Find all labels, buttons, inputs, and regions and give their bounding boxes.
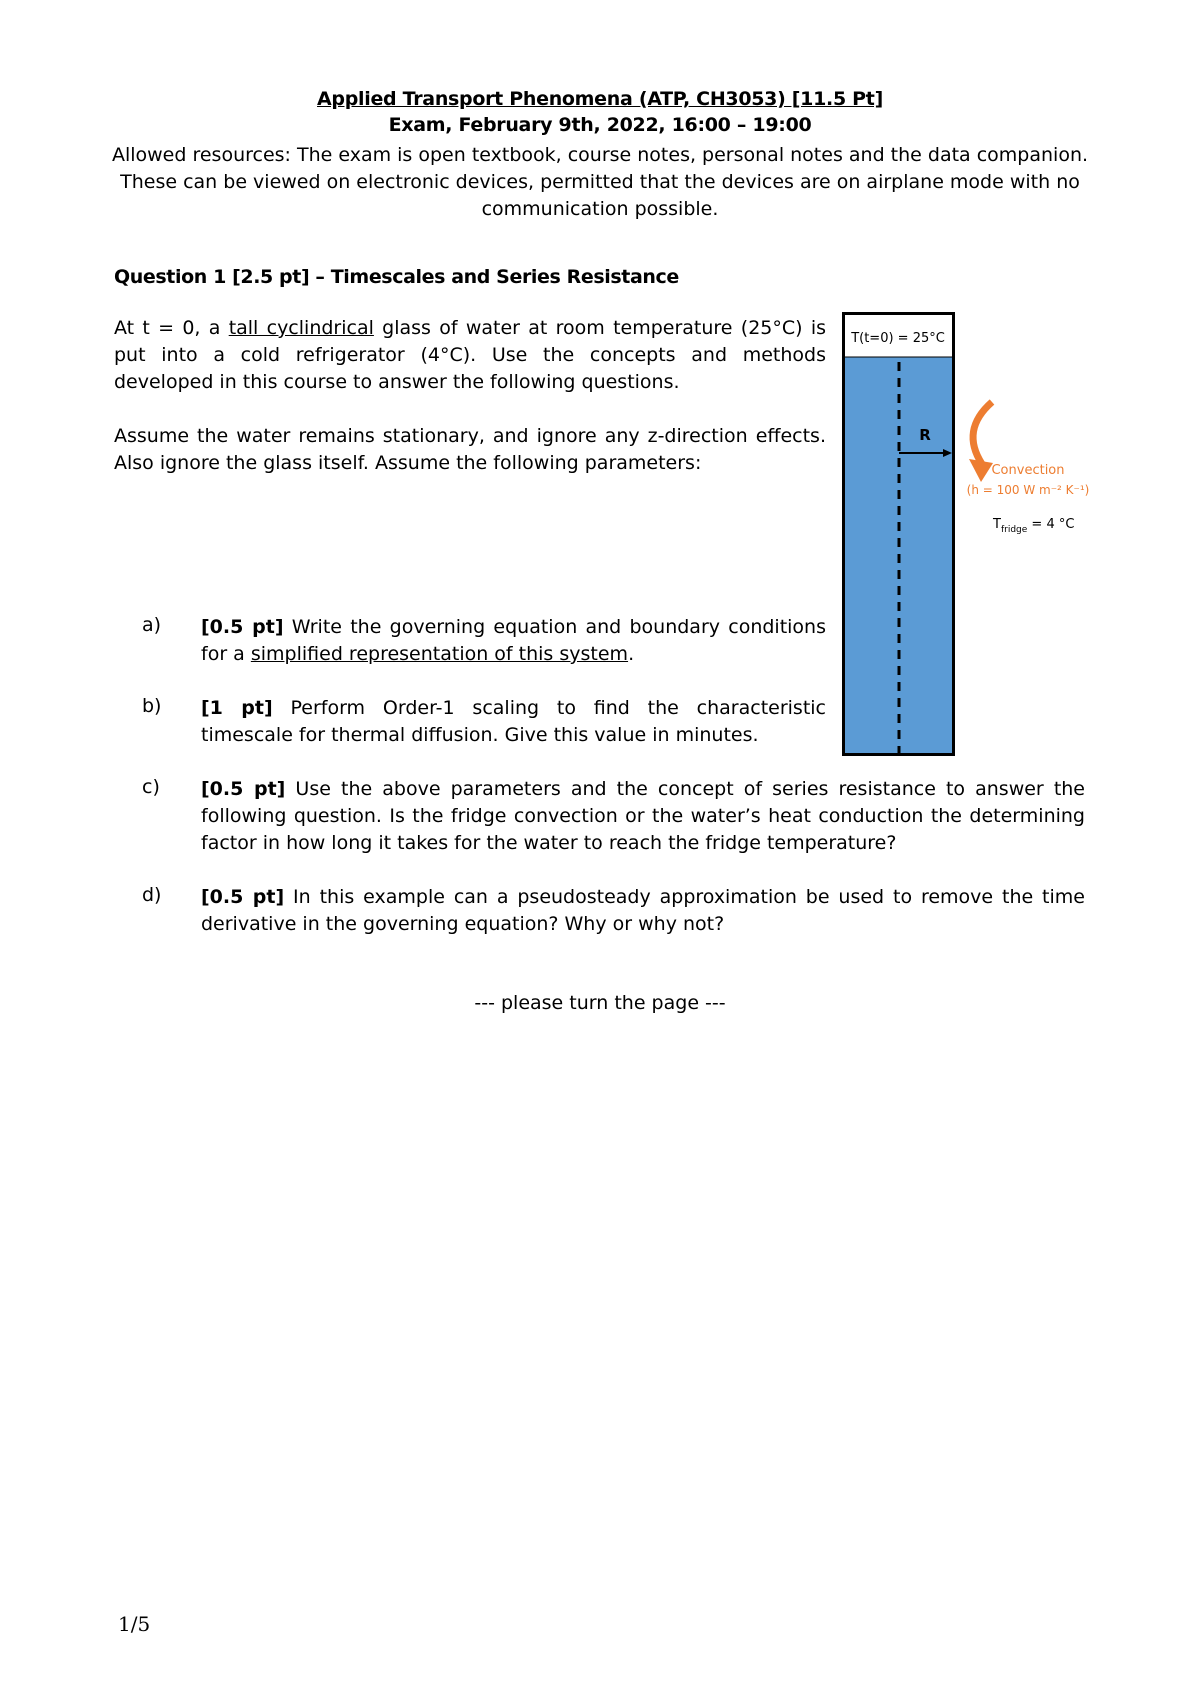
allowed-resources: Allowed resources: The exam is open textbook, course notes, personal notes and the data companion. These can be viewed on electronic devices, permitted that the devices are on airplane mode with no communication possible.	[111, 144, 1089, 220]
heat-transfer-coefficient-label: (h = 100 W m⁻² K⁻¹)	[966, 483, 1090, 497]
fridge-temp-label: $T_{fridge} = 4$ °C	[993, 517, 1075, 535]
convection-label: Convection	[991, 463, 1065, 478]
question-1-assumptions: Assume the water remains stationary, and ignore any z-direction effects. Also ignore the glass itself. Assume the following parameters:	[114, 425, 826, 474]
item-b-label: b)	[142, 695, 162, 717]
item-a-label: a)	[142, 614, 162, 636]
turn-page-note: --- please turn the page ---	[474, 992, 726, 1014]
item-a-text: [0.5 pt] Write the governing equation and boundary conditions for a simplified representation of this system.	[201, 616, 826, 665]
item-c-label: c)	[142, 776, 160, 798]
tall-cylindrical-underline: tall cyclindrical	[228, 317, 374, 339]
initial-temp-label: T(t=0) = 25°C	[851, 331, 945, 346]
radius-label: R	[919, 426, 931, 444]
exam-date: Exam, February 9th, 2022, 16:00 – 19:00	[388, 114, 812, 136]
item-c-text: [0.5 pt] Use the above parameters and the concept of series resistance to answer the following question. Is the fridge convection or the water’s heat conduction the determining factor in how long it takes for the water to reach the fridge temperature?	[201, 778, 1085, 854]
item-d-label: d)	[142, 884, 162, 906]
item-d-text: [0.5 pt] In this example can a pseudosteady approximation be used to remove the time derivative in the governing equation? Why or why not?	[201, 886, 1085, 935]
question-1-heading: Question 1 [2.5 pt] – Timescales and Series Resistance	[114, 266, 679, 288]
page-number: 1/5	[118, 1612, 151, 1636]
glass-diagram	[842, 312, 1104, 760]
convection-arrowhead	[969, 459, 993, 482]
item-b-text: [1 pt] Perform Order-1 scaling to find the characteristic timescale for thermal diffusion. Give this value in minutes.	[201, 697, 827, 746]
question-1-intro: At t = 0, a tall cyclindrical glass of water at room temperature (25°C) is put into a cold refrigerator (4°C). Use the concepts and methods developed in this course to answer the following questions.	[114, 317, 827, 393]
convection-arrow	[973, 402, 992, 464]
exam-title: Applied Transport Phenomena (ATP, CH3053) [11.5 Pt]	[317, 88, 883, 110]
